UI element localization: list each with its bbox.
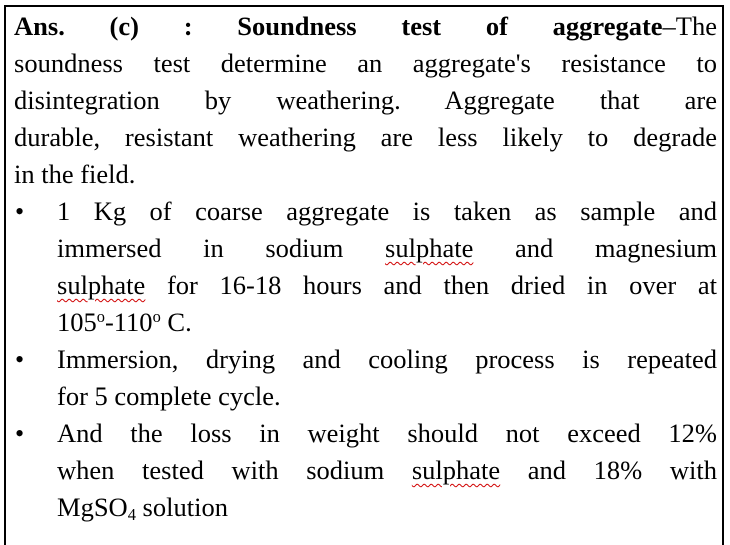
temperature-low: 105 (57, 307, 97, 337)
list-item (14, 415, 717, 526)
bullet2-line-1: Immersion, drying and cooling process is repeated (57, 344, 717, 374)
temperature-high: -110 (104, 307, 153, 337)
bullet-icon: • (15, 345, 25, 374)
bullet3-line-1: And the loss in weight should not exceed 12% (57, 418, 717, 448)
intro-line-5: in the field. (14, 159, 136, 189)
degree-symbol: o (152, 306, 161, 326)
bullet3-text: solution (135, 492, 228, 522)
bullet-icon: • (15, 419, 25, 448)
bullet1-line-4 (57, 304, 717, 341)
degree-symbol: o (96, 306, 105, 326)
bullet1-line-1: 1 Kg of coarse aggregate is taken as sample and (57, 196, 717, 226)
bullet1-text: for 16-18 hours and then dried in over at (145, 270, 717, 300)
bullet2-line-2: for 5 complete cycle. (57, 381, 281, 411)
bullet3-text: and 18% with (500, 455, 717, 485)
intro-line-3: disintegration by weathering. Aggregate that are (14, 85, 717, 115)
bullet1-text: and magnesium (473, 233, 718, 263)
spellcheck-word: sulphate (57, 270, 146, 300)
chemical-formula: MgSO (57, 492, 128, 522)
intro-line-2: soundness test determine an aggregate's resistance to (14, 48, 717, 78)
spellcheck-word: sulphate (385, 233, 474, 263)
answer-content (14, 8, 717, 526)
intro-text-1: The (675, 11, 717, 41)
heading-dash: – (662, 11, 676, 41)
bullet3-text: when tested with sodium (57, 455, 412, 485)
temperature-unit: C. (160, 307, 192, 337)
bullet-list (14, 193, 717, 526)
bullet-icon: • (15, 197, 25, 226)
spellcheck-word: sulphate (411, 455, 501, 485)
list-item (14, 193, 717, 341)
bullet1-line-2 (57, 230, 717, 267)
bullet3-line-2 (57, 452, 717, 489)
intro-line-4: durable, resistant weathering are less likely to degrade (14, 122, 717, 152)
intro-paragraph (14, 8, 717, 193)
list-item (14, 341, 717, 415)
formula-subscript: 4 (127, 505, 136, 525)
answer-heading: Ans. (c) : Soundness test of aggregate (14, 11, 663, 41)
bullet1-text: immersed in sodium (57, 233, 386, 263)
bullet1-line-3 (57, 267, 717, 304)
intro-line-1 (14, 8, 717, 45)
bullet3-line-3 (57, 489, 717, 526)
